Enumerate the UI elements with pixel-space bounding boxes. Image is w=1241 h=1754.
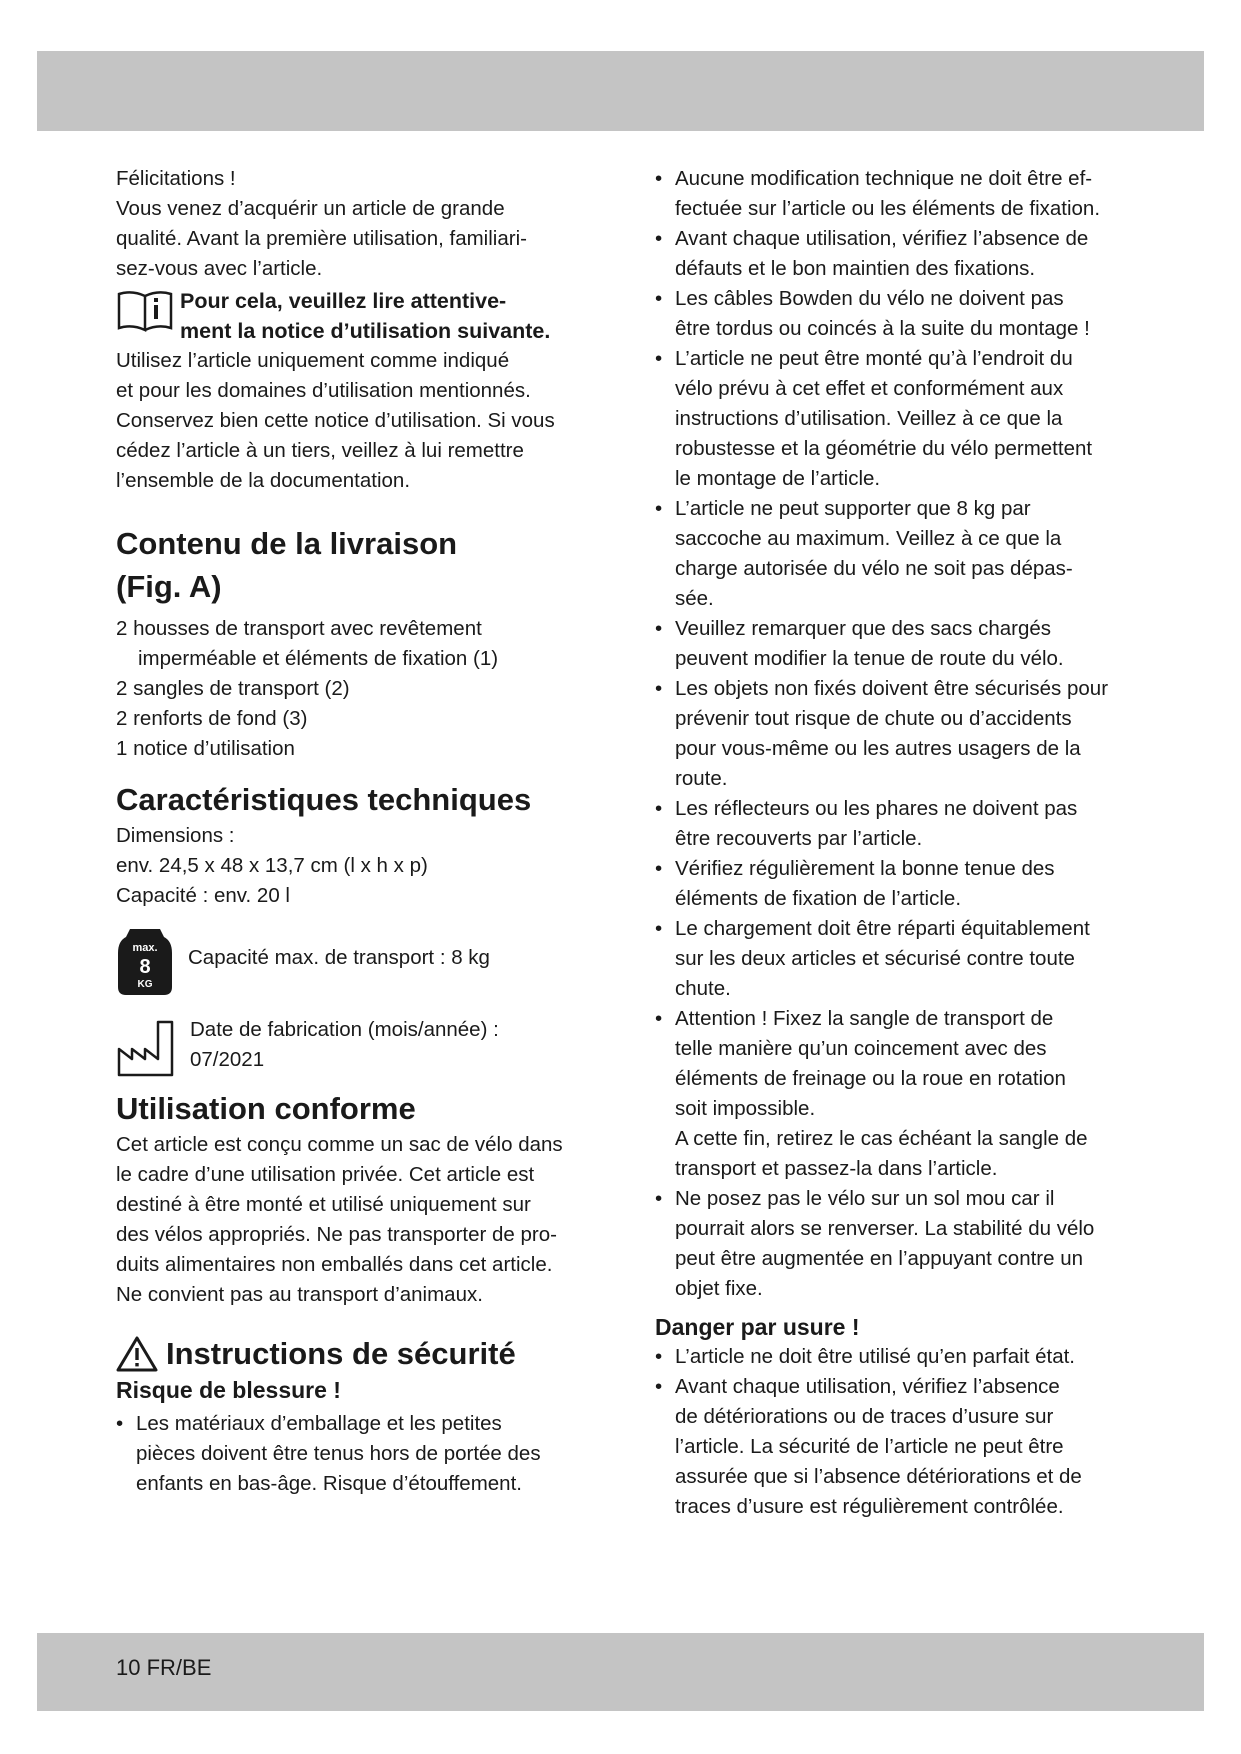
safety-list — [655, 164, 1140, 1304]
header-band — [37, 51, 1204, 131]
use-heading: Utilisation conforme — [116, 1091, 416, 1126]
list-item — [655, 794, 1140, 854]
list-item: 2 sangles de transport (2) — [116, 677, 350, 700]
list-item — [655, 1184, 1140, 1304]
bullet-line: • Les réflecteurs ou les phares ne doivent pas — [675, 797, 1078, 820]
bullet-line: charge autorisée du vélo ne soit pas dépas- — [675, 557, 1073, 580]
warning-icon — [116, 1335, 158, 1373]
bullet-line: • Les matériaux d’emballage et les petites — [136, 1412, 502, 1435]
dimensions-value: env. 24,5 x 48 x 13,7 cm (l x h x p) — [116, 854, 428, 877]
intro-line: l’ensemble de la documentation. — [116, 469, 411, 492]
factory-icon — [116, 1019, 176, 1079]
list-item: 2 housses de transport avec revêtement — [116, 617, 482, 640]
manual-book-icon — [116, 286, 174, 334]
intro-line: Vous venez d’acquérir un article de grande — [116, 197, 505, 220]
intro-line: Utilisez l’article uniquement comme indiqué — [116, 349, 510, 372]
intro-line: et pour les domaines d’utilisation mentionnés. — [116, 379, 531, 402]
bullet-line: vélo prévu à cet effet et conformément aux — [675, 377, 1064, 400]
list-item — [655, 344, 1140, 494]
intro-line: Félicitations ! — [116, 167, 236, 190]
bullet-line: soit impossible. — [675, 1097, 816, 1120]
risk-heading: Risque de blessure ! — [116, 1377, 341, 1403]
bullet-line: être recouverts par l’article. — [675, 827, 923, 850]
list-item — [655, 1372, 1140, 1522]
list-item: imperméable et éléments de fixation (1) — [138, 647, 499, 670]
bullet-line: sur les deux articles et sécurisé contre toute — [675, 947, 1075, 970]
bullet-line: assurée que si l’absence détériorations et de — [675, 1465, 1082, 1488]
list-item — [655, 284, 1140, 344]
bullet-line: prévenir tout risque de chute ou d’accidents — [675, 707, 1072, 730]
use-line: le cadre d’une utilisation privée. Cet article est — [116, 1163, 535, 1186]
bullet-line: pièces doivent être tenus hors de portée des — [136, 1442, 541, 1465]
use-line: destiné à être monté et utilisé uniquement sur — [116, 1193, 531, 1216]
bullet-line: • L’article ne doit être utilisé qu’en parfait état. — [675, 1345, 1075, 1368]
list-item — [655, 164, 1140, 224]
bullet-line: transport et passez-la dans l’article. — [675, 1157, 998, 1180]
weight-icon-value: 8 — [139, 956, 151, 978]
bullet-line: de détériorations ou de traces d’usure sur — [675, 1405, 1054, 1428]
bullet-line: défauts et le bon maintien des fixations. — [675, 257, 1036, 280]
list-item — [655, 914, 1140, 1004]
bullet-line: instructions d’utilisation. Veillez à ce que la — [675, 407, 1063, 430]
bullet-line: • Veuillez remarquer que des sacs chargés — [675, 617, 1052, 640]
bullet-line: saccoche au maximum. Veillez à ce que la — [675, 527, 1062, 550]
list-item — [655, 224, 1140, 284]
bullet-line: A cette fin, retirez le cas échéant la sangle de — [675, 1127, 1088, 1150]
contents-list — [116, 614, 606, 764]
safety-heading: Instructions de sécurité — [166, 1336, 516, 1371]
date-label: Date de fabrication (mois/année) : — [190, 1018, 499, 1041]
bullet-line: enfants en bas-âge. Risque d’étouffement. — [136, 1472, 522, 1495]
safety-heading-row — [116, 1332, 606, 1375]
use-line: des vélos appropriés. Ne pas transporter de pro- — [116, 1223, 557, 1246]
bullet-line: • Avant chaque utilisation, vérifiez l’absence — [675, 1375, 1060, 1398]
capacity: Capacité : env. 20 l — [116, 884, 290, 907]
intro-line: cédez l’article à un tiers, veillez à lui remettre — [116, 439, 524, 462]
bullet-line: le montage de l’article. — [675, 467, 881, 490]
use-line: Ne convient pas au transport d’animaux. — [116, 1283, 483, 1306]
footer-band — [37, 1633, 1204, 1711]
bullet-line: traces d’usure est régulièrement contrôlée. — [675, 1495, 1064, 1518]
bullet-line: • Avant chaque utilisation, vérifiez l’absence de — [675, 227, 1089, 250]
bullet-line: • L’article ne peut être monté qu’à l’endroit du — [675, 347, 1073, 370]
list-item — [655, 494, 1140, 614]
page-number: 10 FR/BE — [116, 1655, 212, 1680]
left-column — [116, 164, 606, 1499]
notice-line: Pour cela, veuillez lire attentive- — [180, 289, 507, 313]
list-item — [116, 1409, 606, 1499]
bullet-line: • L’article ne peut supporter que 8 kg par — [675, 497, 1031, 520]
bullet-line: telle manière qu’un coincement avec des — [675, 1037, 1047, 1060]
bullet-line: route. — [675, 767, 728, 790]
bullet-line: objet fixe. — [675, 1277, 763, 1300]
date-value: 07/2021 — [190, 1048, 265, 1071]
list-item: 1 notice d’utilisation — [116, 737, 295, 760]
intro-line: Conservez bien cette notice d’utilisation. Si vous — [116, 409, 555, 432]
intro-line: qualité. Avant la première utilisation, familiari- — [116, 227, 527, 250]
right-column — [655, 164, 1140, 1522]
bullet-line: sée. — [675, 587, 714, 610]
contents-heading-line: (Fig. A) — [116, 569, 222, 604]
bullet-line: • Le chargement doit être réparti équitablement — [675, 917, 1090, 940]
bullet-line: être tordus ou coincés à la suite du montage ! — [675, 317, 1090, 340]
dimensions-label: Dimensions : — [116, 824, 235, 847]
bullet-line: • Aucune modification technique ne doit être ef- — [675, 167, 1093, 190]
wear-list — [655, 1342, 1140, 1522]
weight-icon — [116, 919, 174, 997]
list-item — [655, 1342, 1140, 1372]
bullet-line: chute. — [675, 977, 731, 1000]
risk-list — [116, 1409, 606, 1499]
list-item — [655, 854, 1140, 914]
use-line: Cet article est conçu comme un sac de vélo dans — [116, 1133, 563, 1156]
weight-icon-max: max. — [132, 942, 158, 954]
use-line: duits alimentaires non emballés dans cet article. — [116, 1253, 553, 1276]
bullet-line: robustesse et la géométrie du vélo permettent — [675, 437, 1093, 460]
contents-heading — [116, 522, 606, 608]
list-item — [655, 1004, 1140, 1184]
bullet-line: • Les objets non fixés doivent être sécurisés pour — [675, 677, 1109, 700]
list-item — [655, 674, 1140, 794]
bullet-line: l’article. La sécurité de l’article ne peut être — [675, 1435, 1064, 1458]
notice-line: ment la notice d’utilisation suivante. — [180, 319, 551, 343]
bullet-line: fectuée sur l’article ou les éléments de fixation. — [675, 197, 1101, 220]
bullet-line: éléments de freinage ou la roue en rotation — [675, 1067, 1066, 1090]
max-load-text: Capacité max. de transport : 8 kg — [188, 946, 490, 969]
manufacture-date-row — [116, 1011, 606, 1079]
bullet-line: pourrait alors se renverser. La stabilité du vélo — [675, 1217, 1095, 1240]
weight-icon-unit: KG — [137, 979, 153, 990]
contents-heading-line: Contenu de la livraison — [116, 526, 458, 561]
specs-heading: Caractéristiques techniques — [116, 782, 532, 817]
bullet-line: pour vous-même ou les autres usagers de la — [675, 737, 1081, 760]
read-notice — [116, 286, 606, 346]
list-item — [655, 614, 1140, 674]
bullet-line: • Ne posez pas le vélo sur un sol mou car il — [675, 1187, 1055, 1210]
wear-heading: Danger par usure ! — [655, 1314, 860, 1340]
bullet-line: peuvent modifier la tenue de route du vélo. — [675, 647, 1064, 670]
bullet-line: • Les câbles Bowden du vélo ne doivent pas — [675, 287, 1064, 310]
bullet-line: • Vérifiez régulièrement la bonne tenue des — [675, 857, 1055, 880]
bullet-line: • Attention ! Fixez la sangle de transport de — [675, 1007, 1054, 1030]
bullet-line: éléments de fixation de l’article. — [675, 887, 962, 910]
bullet-line: peut être augmentée en l’appuyant contre un — [675, 1247, 1084, 1270]
intro-line: sez-vous avec l’article. — [116, 257, 323, 280]
list-item: 2 renforts de fond (3) — [116, 707, 308, 730]
max-load-row — [116, 919, 606, 997]
